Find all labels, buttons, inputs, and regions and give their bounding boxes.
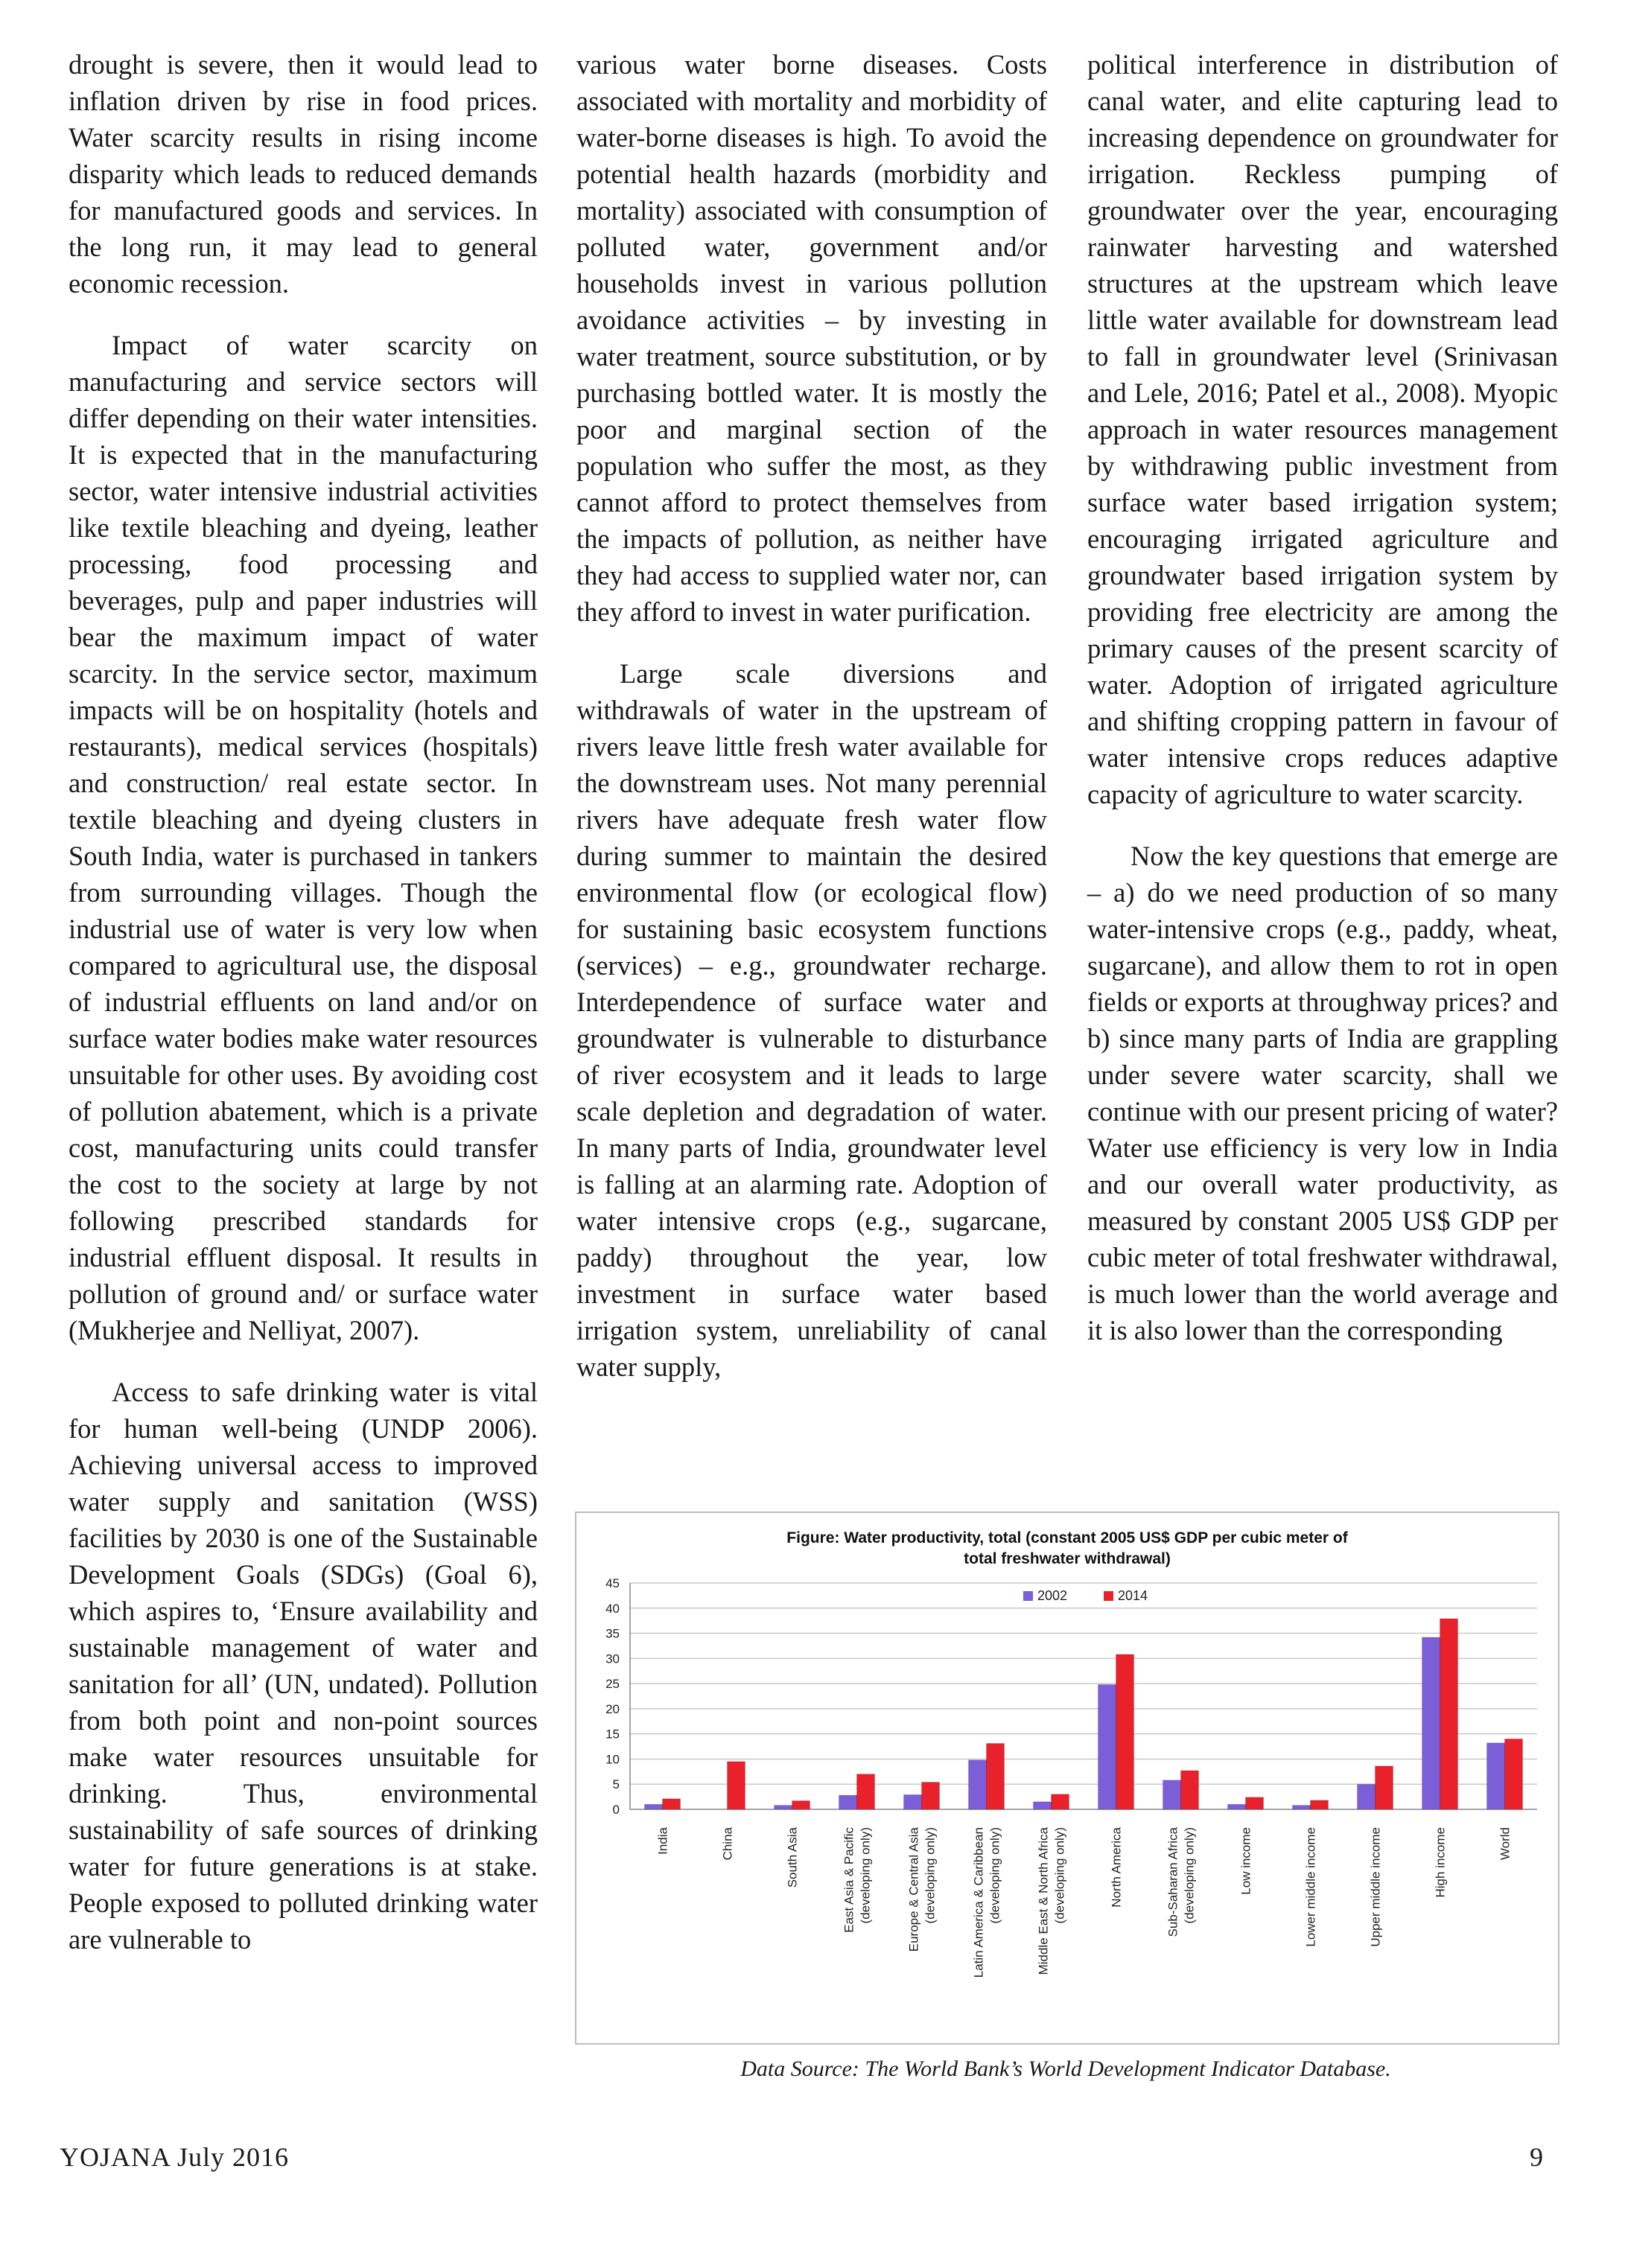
data-source-caption: Data Source: The World Bank’s World Development Indicator Database. <box>740 2057 1391 2081</box>
y-tick-label: 25 <box>605 1677 620 1692</box>
bar-2002 <box>1487 1743 1505 1809</box>
x-tick-label: (developing only) <box>858 1827 873 1924</box>
bar-2002 <box>645 1804 663 1809</box>
bar-2014 <box>1376 1766 1393 1809</box>
x-tick-label: (developing only) <box>1182 1827 1197 1924</box>
x-tick-label: (developing only) <box>988 1827 1002 1924</box>
bar-2002 <box>969 1760 987 1809</box>
legend-label: 2002 <box>1037 1588 1068 1603</box>
paragraph: political interference in distribution of canal water, and elite capturing lead to increasing dependence on groundwater for irrigation. Reckless pumping of groundwater over the year, encouraging rainwater harvesting and watershed structures at the upstream which leave little water available for downstream lead to fall in groundwater level (Srinivasan and Lele, 2016; Patel et al., 2008). Myopic approach in water resources management by withdrawing public investment from surface water based irrigation system; encouraging irrigated agriculture and groundwater based irrigation system by providing free electricity are among the primary causes of the present scarcity of water. Adoption of irrigated agriculture and shifting cropping pattern in favour of water intensive crops reduces adaptive capacity of agriculture to water scarcity. <box>1087 49 1558 809</box>
water-productivity-figure <box>575 1512 1559 2045</box>
x-tick-label: India <box>655 1827 670 1855</box>
paragraph: Large scale diversions and withdrawals of water in the upstream of rivers leave little fresh water available for the downstream uses. Not many perennial rivers have adequate fresh water flow during summer to maintain the desired environmental flow (or ecological flow) for sustaining basic ecosystem functions (services) – e.g., groundwater recharge. Interdependence of surface water and groundwater is vulnerable to disturbance of river ecosystem and it leads to large scale depletion and degradation of water. In many parts of India, groundwater level is falling at an alarming rate. Adoption of water intensive crops (e.g., sugarcane, paddy) throughout the year, low investment in surface water based irrigation system, unreliability of canal water supply, <box>576 658 1047 1382</box>
text-column-1 <box>69 46 538 1983</box>
bar-2014 <box>1311 1800 1329 1809</box>
bar-2002 <box>1293 1806 1311 1809</box>
bar-chart <box>576 1513 1558 2043</box>
y-tick-label: 35 <box>605 1626 620 1641</box>
y-tick-label: 30 <box>605 1651 620 1666</box>
paragraph: various water borne diseases. Costs associated with mortality and morbidity of water-borne diseases is high. To avoid the potential health hazards (morbidity and mortality) associated with consumption of polluted water, government and/or households invest in various pollution avoidance activities – by investing in water treatment, source substitution, or by purchasing bottled water. It is mostly the poor and marginal section of the population who suffer the most, as they cannot afford to protect themselves from the impacts of pollution, as neither have they had access to supplied water nor, can they afford to invest in water purification. <box>576 49 1047 627</box>
x-tick-label: South Asia <box>785 1827 800 1888</box>
bar-2014 <box>987 1744 1005 1809</box>
bar-2002 <box>904 1794 922 1809</box>
bar-2002 <box>1358 1784 1376 1809</box>
x-tick-label: North America <box>1109 1827 1124 1908</box>
x-tick-label: Low income <box>1238 1827 1253 1895</box>
bar-2002 <box>775 1806 792 1809</box>
x-tick-label: World <box>1498 1827 1513 1861</box>
bar-2014 <box>792 1801 810 1809</box>
x-tick-label: Middle East & North Africa <box>1036 1827 1051 1975</box>
x-tick-label: China <box>720 1827 735 1861</box>
paragraph: drought is severe, then it would lead to inflation driven by rise in food prices. Water scarcity results in rising income disparity which leads to reduced demands for manufactured goods and services. In the long run, it may lead to general economic recession. <box>69 49 538 299</box>
text-column-2 <box>576 46 1047 1410</box>
y-tick-label: 15 <box>605 1727 620 1742</box>
chart-title-line: total freshwater withdrawal) <box>964 1550 1171 1567</box>
y-tick-label: 0 <box>612 1803 620 1817</box>
y-tick-label: 45 <box>605 1576 620 1590</box>
x-tick-label: Lower middle income <box>1303 1827 1318 1947</box>
x-tick-label: Latin America & Caribbean <box>971 1827 986 1978</box>
y-tick-label: 5 <box>612 1777 620 1792</box>
bar-2002 <box>1228 1804 1246 1809</box>
bar-2002 <box>1163 1780 1181 1809</box>
bar-2002 <box>1034 1802 1052 1809</box>
paragraph: Impact of water scarcity on manufacturing and service sectors will differ depending on their water intensities. It is expected that in the manufacturing sector, water intensive industrial activities like textile bleaching and dyeing, leather processing, food processing and beverages, pulp and paper industries will bear the maximum impact of water scarcity. In the service sector, maximum impacts will be on hospitality (hotels and restaurants), medical services (hospitals) and construction/ real estate sector. In textile bleaching and dyeing clusters in South India, water is purchased in tankers from surrounding villages. Though the industrial use of water is very low when compared to agricultural use, the disposal of industrial effluents on land and/or on surface water bodies make water resources unsuitable for other uses. By avoiding cost of pollution abatement, which is a private cost, manufacturing units could transfer the cost to the society at large by not following prescribed standards for industrial effluent disposal. It results in pollution of ground and/ or surface water (Mukherjee and Nelliyat, 2007). <box>69 330 538 1345</box>
bar-2014 <box>728 1762 745 1809</box>
bar-2002 <box>1422 1637 1440 1809</box>
legend-swatch <box>1104 1591 1113 1601</box>
legend-label: 2014 <box>1118 1588 1148 1603</box>
bar-2014 <box>1440 1619 1458 1809</box>
bar-2014 <box>1181 1771 1199 1809</box>
bar-2002 <box>1098 1684 1116 1809</box>
x-tick-label: Sub-Saharan Africa <box>1166 1827 1180 1937</box>
x-tick-label: (developing only) <box>923 1827 938 1924</box>
y-tick-label: 20 <box>605 1701 620 1716</box>
x-tick-label: High income <box>1433 1827 1448 1898</box>
page-number: 9 <box>1530 2142 1543 2172</box>
y-tick-label: 40 <box>605 1601 620 1616</box>
x-tick-label: (developing only) <box>1052 1827 1067 1924</box>
text-column-3 <box>1087 46 1558 1374</box>
bar-2014 <box>1246 1797 1264 1809</box>
bar-2014 <box>857 1774 875 1809</box>
bar-2014 <box>1052 1794 1069 1809</box>
paragraph: Now the key questions that emerge are – a) do we need production of so many water-intensive crops (e.g., paddy, wheat, sugarcane), and allow them to rot in open fields or exports at throughway prices? and b) since many parts of India are grappling under severe water scarcity, shall we continue with our present pricing of water? Water use efficiency is very low in India and our overall water productivity, as measured by constant 2005 US$ GDP per cubic meter of total freshwater withdrawal, is much lower than the world average and it is also lower than the corresponding <box>1087 841 1558 1345</box>
bar-2014 <box>922 1783 940 1809</box>
y-tick-label: 10 <box>605 1752 620 1767</box>
legend-swatch <box>1023 1591 1033 1601</box>
x-tick-label: Europe & Central Asia <box>906 1827 921 1952</box>
footer-journal: YOJANA July 2016 <box>60 2142 290 2172</box>
bar-2014 <box>1505 1739 1523 1809</box>
bar-2014 <box>1116 1654 1134 1809</box>
x-tick-label: Upper middle income <box>1368 1827 1383 1947</box>
bar-2002 <box>839 1795 857 1809</box>
chart-title-line: Figure: Water productivity, total (constant 2005 US$ GDP per cubic meter of <box>786 1529 1348 1546</box>
x-tick-label: East Asia & Pacific <box>842 1827 856 1933</box>
paragraph: Access to safe drinking water is vital for human well-being (UNDP 2006). Achieving universal access to improved water supply and sanitation (WSS) facilities by 2030 is one of the Sustainable Development Goals (SDGs) (Goal 6), which aspires to, ‘Ensure availability and sustainable management of water and sanitation for all’ (UN, undated). Pollution from both point and non-point sources make water resources unsuitable for drinking. Thus, environmental sustainability of safe sources of drinking water for future generations is at stake. People exposed to polluted drinking water are vulnerable to <box>69 1377 538 1955</box>
bar-2014 <box>663 1799 681 1809</box>
